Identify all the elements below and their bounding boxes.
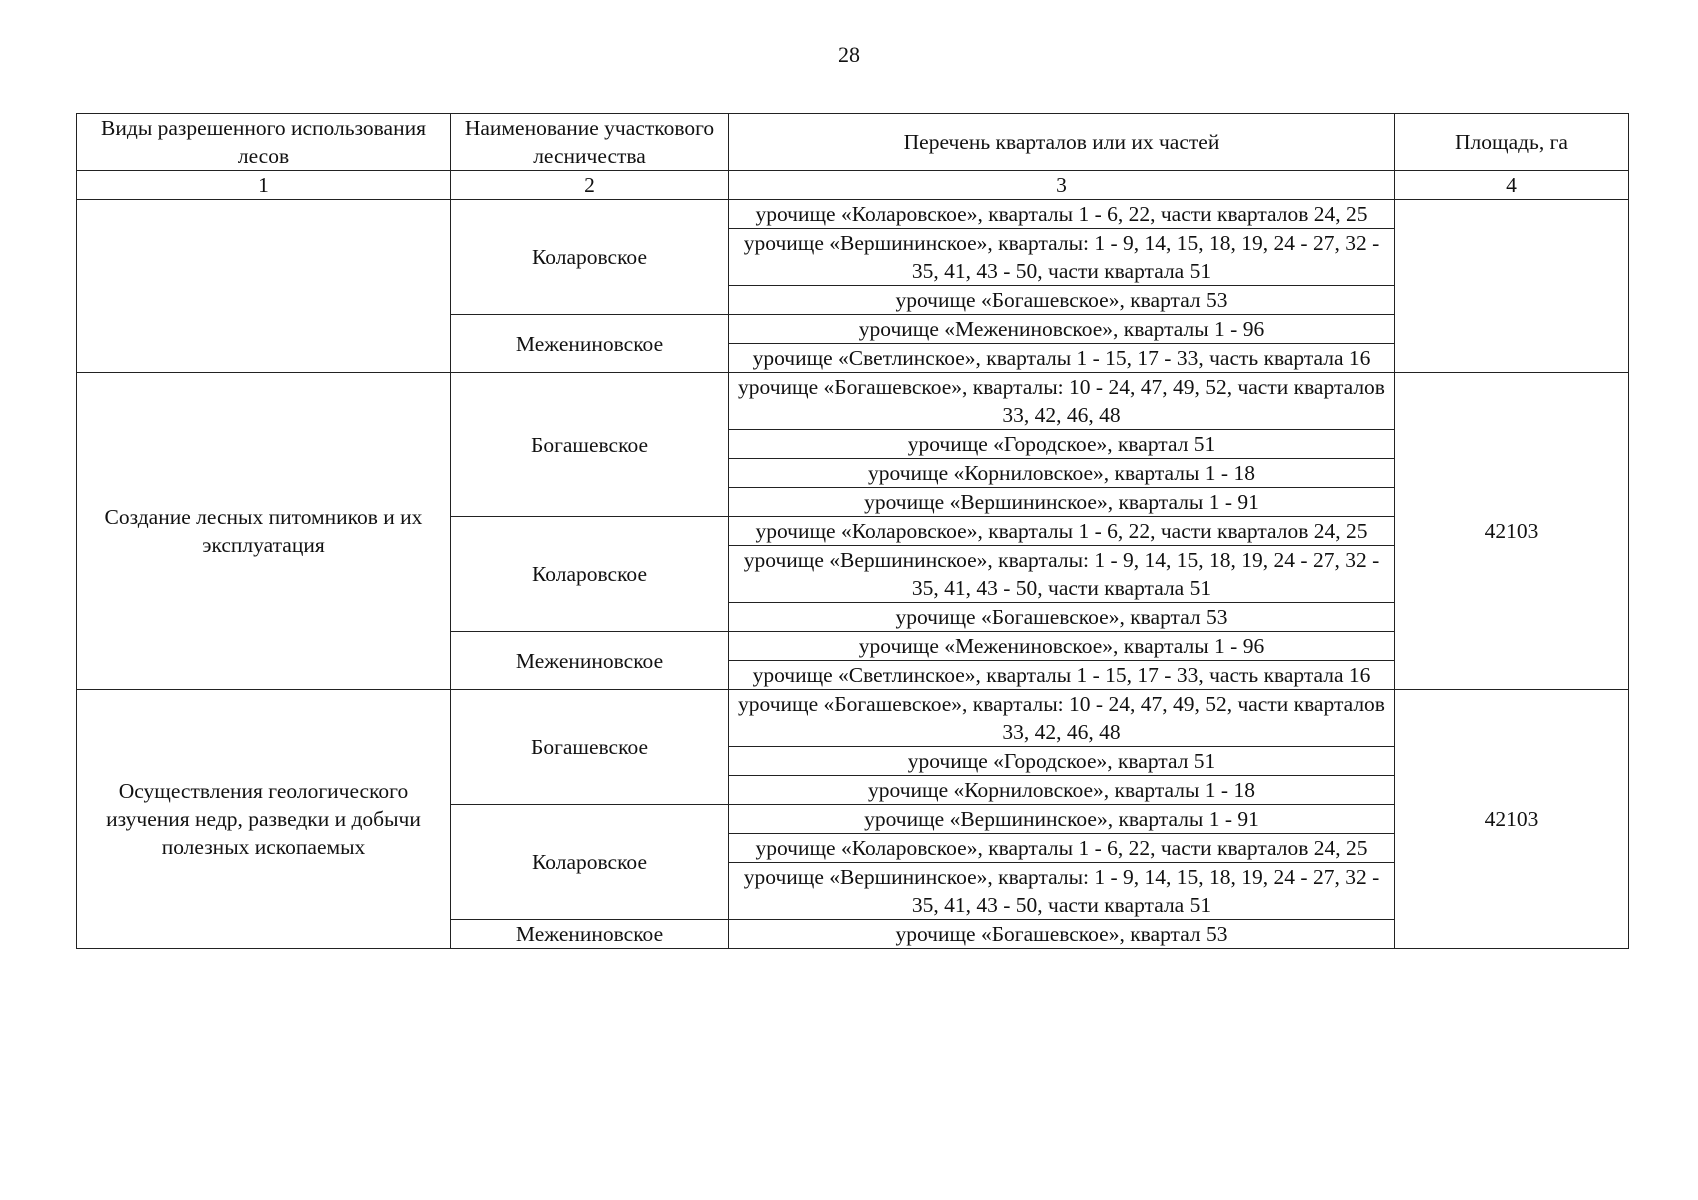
quarters-cell: урочище «Межениновское», кварталы 1 - 96 xyxy=(729,632,1395,661)
column-number: 1 xyxy=(77,171,451,200)
area-cell: 42103 xyxy=(1395,690,1629,949)
usage-type-cell: Создание лесных питомников и их эксплуатация xyxy=(77,373,451,690)
usage-type-cell xyxy=(77,200,451,373)
table-body xyxy=(77,200,1629,949)
area-cell: 42103 xyxy=(1395,373,1629,690)
page-number: 28 xyxy=(838,42,860,67)
quarters-cell: урочище «Богашевское», квартал 53 xyxy=(729,920,1395,949)
forestry-name-cell: Богашевское xyxy=(451,373,729,517)
table-row xyxy=(77,690,1629,747)
quarters-cell: урочище «Корниловское», кварталы 1 - 18 xyxy=(729,776,1395,805)
column-number: 2 xyxy=(451,171,729,200)
forestry-name-cell: Богашевское xyxy=(451,690,729,805)
quarters-cell: урочище «Вершининское», кварталы 1 - 91 xyxy=(729,488,1395,517)
quarters-cell: урочище «Богашевское», квартал 53 xyxy=(729,603,1395,632)
quarters-cell: урочище «Вершининское», кварталы: 1 - 9, 14, 15, 18, 19, 24 - 27, 32 - 35, 41, 43 - 50, части квартала 51 xyxy=(729,863,1395,920)
header-area: Площадь, га xyxy=(1395,114,1629,171)
quarters-cell: урочище «Межениновское», кварталы 1 - 96 xyxy=(729,315,1395,344)
area-cell xyxy=(1395,200,1629,373)
quarters-cell: урочище «Светлинское», кварталы 1 - 15, 17 - 33, часть квартала 16 xyxy=(729,344,1395,373)
quarters-cell: урочище «Корниловское», кварталы 1 - 18 xyxy=(729,459,1395,488)
quarters-cell: урочище «Богашевское», кварталы: 10 - 24, 47, 49, 52, части кварталов 33, 42, 46, 48 xyxy=(729,373,1395,430)
header-quarters-list: Перечень кварталов или их частей xyxy=(729,114,1395,171)
quarters-cell: урочище «Светлинское», кварталы 1 - 15, 17 - 33, часть квартала 16 xyxy=(729,661,1395,690)
header-forestry-name: Наименование участкового лесничества xyxy=(451,114,729,171)
header-row xyxy=(77,114,1629,171)
forest-usage-table xyxy=(76,113,1629,949)
table-row xyxy=(77,200,1629,229)
forestry-name-cell: Коларовское xyxy=(451,200,729,315)
forestry-name-cell: Межениновское xyxy=(451,920,729,949)
quarters-cell: урочище «Богашевское», кварталы: 10 - 24, 47, 49, 52, части кварталов 33, 42, 46, 48 xyxy=(729,690,1395,747)
table-header xyxy=(77,114,1629,200)
quarters-cell: урочище «Богашевское», квартал 53 xyxy=(729,286,1395,315)
column-number: 4 xyxy=(1395,171,1629,200)
forestry-name-cell: Межениновское xyxy=(451,315,729,373)
column-number: 3 xyxy=(729,171,1395,200)
quarters-cell: урочище «Вершининское», кварталы: 1 - 9, 14, 15, 18, 19, 24 - 27, 32 - 35, 41, 43 - 50, части квартала 51 xyxy=(729,229,1395,286)
quarters-cell: урочище «Коларовское», кварталы 1 - 6, 22, части кварталов 24, 25 xyxy=(729,517,1395,546)
usage-type-cell: Осуществления геологического изучения недр, разведки и добычи полезных ископаемых xyxy=(77,690,451,949)
forestry-name-cell: Коларовское xyxy=(451,805,729,920)
quarters-cell: урочище «Вершининское», кварталы 1 - 91 xyxy=(729,805,1395,834)
quarters-cell: урочище «Коларовское», кварталы 1 - 6, 22, части кварталов 24, 25 xyxy=(729,834,1395,863)
quarters-cell: урочище «Городское», квартал 51 xyxy=(729,747,1395,776)
forestry-name-cell: Межениновское xyxy=(451,632,729,690)
header-usage-type: Виды разрешенного использования лесов xyxy=(77,114,451,171)
column-number-row xyxy=(77,171,1629,200)
quarters-cell: урочище «Коларовское», кварталы 1 - 6, 22, части кварталов 24, 25 xyxy=(729,200,1395,229)
table-row xyxy=(77,373,1629,430)
forestry-name-cell: Коларовское xyxy=(451,517,729,632)
quarters-cell: урочище «Городское», квартал 51 xyxy=(729,430,1395,459)
quarters-cell: урочище «Вершининское», кварталы: 1 - 9, 14, 15, 18, 19, 24 - 27, 32 - 35, 41, 43 - 50, части квартала 51 xyxy=(729,546,1395,603)
